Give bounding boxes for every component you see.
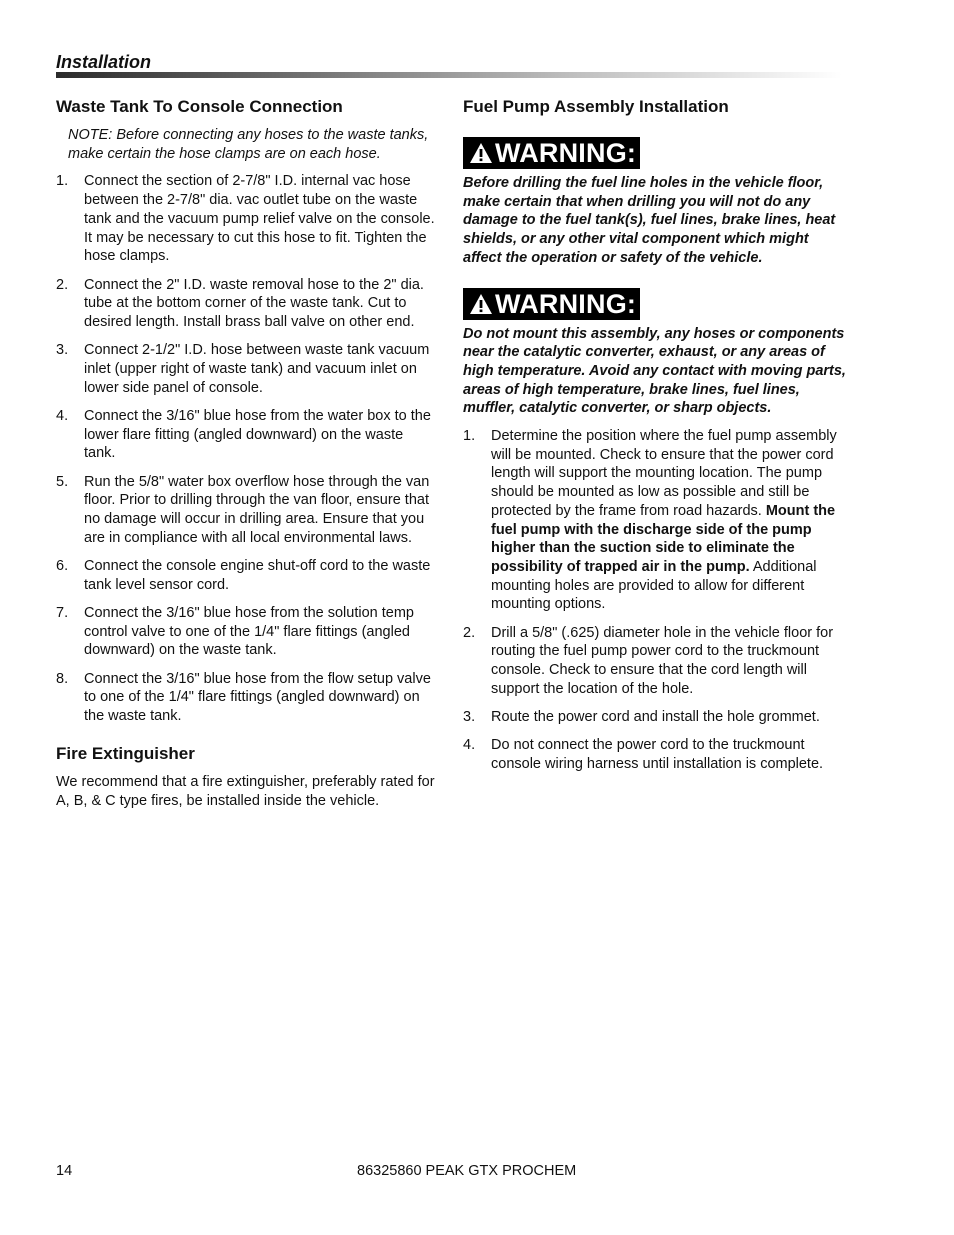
document-id: 86325860 PEAK GTX PROCHEM bbox=[357, 1163, 577, 1179]
warning-triangle-icon bbox=[469, 293, 493, 315]
warning-badge bbox=[463, 137, 640, 169]
section-header: Installation bbox=[56, 52, 152, 72]
fire-extinguisher-text: We recommend that a fire extinguisher, preferably rated for A, B, & C type fires, be installed inside the vehicle. bbox=[56, 773, 435, 809]
hose-clamp-note: NOTE: Before connecting any hoses to the waste tanks, make certain the hose clamps are on each hose. bbox=[68, 127, 429, 162]
fuel-pump-heading: Fuel Pump Assembly Installation bbox=[463, 97, 729, 116]
list-item: 4. Connect the 3/16" blue hose from the water box to the lower flare fitting (angled downward) on the waste tank. bbox=[56, 407, 431, 462]
list-item: 7. Connect the 3/16" blue hose from the solution temp control valve to one of the 1/4" flare fittings (angled downward) on the waste tank. bbox=[56, 605, 414, 659]
list-item: 3. Connect 2-1/2" I.D. hose between waste tank vacuum inlet (upper right of waste tank) and vacuum inlet on lower side panel of console. bbox=[56, 342, 430, 396]
fire-extinguisher-heading: Fire Extinguisher bbox=[56, 743, 195, 763]
waste-tank-heading: Waste Tank To Console Connection bbox=[56, 97, 343, 116]
list-item: 4. Do not connect the power cord to the truckmount console wiring harness until installation is complete. bbox=[463, 737, 824, 773]
drilling-warning-text: Before drilling the fuel line holes in the vehicle floor, make certain that when drilling you will not do any damage to the fuel tank(s), fuel lines, brake lines, heat shields, or any other vital component which might affect the operation or safety of the vehicle. bbox=[463, 175, 836, 266]
warning-triangle-icon bbox=[469, 142, 493, 164]
warning-label: WARNING: bbox=[495, 138, 637, 168]
list-item: 8. Connect the 3/16" blue hose from the flow setup valve to one of the 1/4" flare fittings (angled downward) on the waste tank. bbox=[56, 670, 431, 725]
list-item: 1. Connect the section of 2-7/8" I.D. internal vac hose between the 2-7/8" dia. vac outlet tube on the waste tank and the vacuum pump relief valve on the console. It may be necessary to cut this hose to fit. Tighten the hose clamps. bbox=[56, 173, 435, 265]
warning-badge bbox=[463, 288, 640, 320]
list-item: 2. Drill a 5/8" (.625) diameter hole in the vehicle floor for routing the fuel pump power cord to the truckmount console. Check to ensure that the cord length will support the location of the hole. bbox=[463, 624, 834, 697]
list-item: 6. Connect the console engine shut-off cord to the waste tank level sensor cord. bbox=[56, 558, 431, 593]
warning-label: WARNING: bbox=[495, 288, 637, 319]
list-item: 2. Connect the 2" I.D. waste removal hose to the 2" dia. tube at the bottom corner of the waste tank. Cut to desired length. Install brass ball valve on other end. bbox=[56, 276, 424, 330]
header-rule bbox=[56, 72, 842, 78]
fuel-pump-steps bbox=[463, 427, 848, 774]
right-column bbox=[463, 96, 848, 783]
page-number: 14 bbox=[56, 1163, 73, 1179]
waste-tank-steps bbox=[56, 172, 436, 725]
left-column bbox=[56, 96, 436, 810]
list-item: 3. Route the power cord and install the hole grommet. bbox=[463, 709, 820, 726]
list-item: 1. Determine the position where the fuel pump assembly will be mounted. Check to ensure that the power cord length will support the mounting location. The pump should be mounted as low as possible and still be protected by the frame from road hazards. Mount the fuel pump with the discharge side of the pump higher than the suction side to eliminate the possibility of trapped air in the pump. Additional mounting holes are provided to allow for different mounting options. bbox=[463, 428, 837, 613]
list-item: 5. Run the 5/8" water box overflow hose through the van floor. Prior to drilling through the van floor, ensure that no damage will occur in drilling area. Ensure that you are in compliance with all local environmental laws. bbox=[56, 473, 430, 546]
mounting-warning-text: Do not mount this assembly, any hoses or components near the catalytic converter, exhaust, or any areas of high temperature. Avoid any contact with moving parts, areas of high temperature, brake lines, fuel lines, muffler, catalytic converter, or sharp objects. bbox=[463, 325, 846, 417]
